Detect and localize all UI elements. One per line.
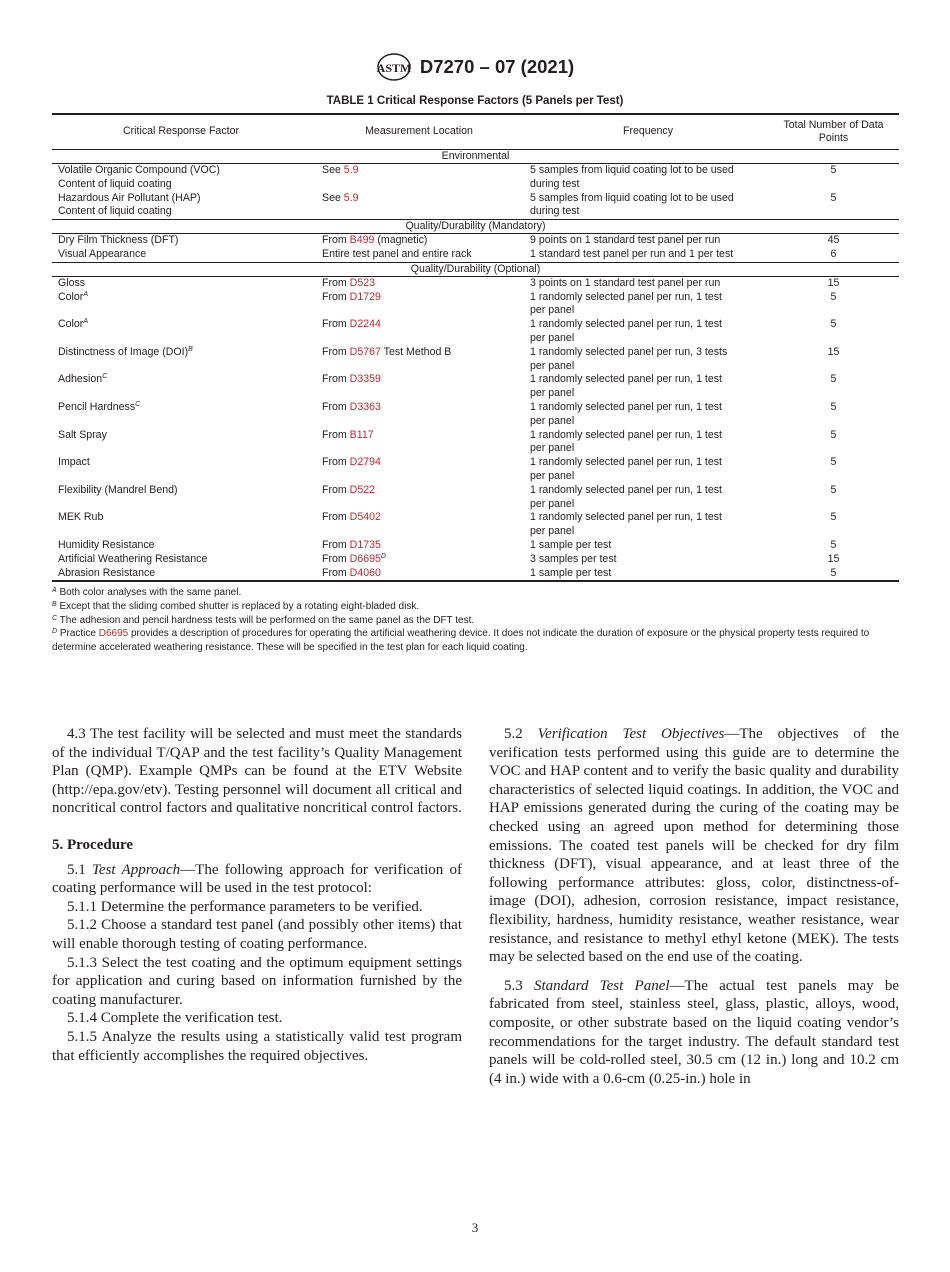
total-data-points: 5 bbox=[830, 290, 837, 303]
standard-reference-link[interactable]: B499 bbox=[349, 234, 375, 247]
paragraph-5-1-2: 5.1.2 Choose a standard test panel (and possibly other items) that will enable thorough testing of coating performance. bbox=[52, 917, 462, 952]
total-data-points: 5 bbox=[830, 373, 837, 386]
footnote-mark: D bbox=[52, 628, 58, 636]
paragraph-5-2: 5.2 Verification Test Objectives—The objectives of the verification tests performed using this guide are to determine the VOC and HAP content and to verify the basic quality and durability characteristics of selected liquid coatings. In addition, the VOC and HAP emissions generated during the curing of the coating may be checked using an agreed upon method for determining those emissions. The coated test panels will be checked for dry film thickness (DFT), visual appearance, and at least three of the following performance attributes: gloss, color, distinctness-of-image (DOI), adhesion, corrosion resistance, impact resistance, flexibility, hardness, humidity resistance, weather resistance, wear resistance, and resistance to methyl ethyl ketone (MEK). The tests may be selected based on the end use of the coating. bbox=[489, 726, 900, 966]
total-data-points: 5 bbox=[830, 400, 837, 413]
frequency: 1 randomly selected panel per run, 1 test per panel bbox=[530, 290, 722, 317]
footnote-mark: D bbox=[380, 552, 386, 560]
critical-response-factor: Hazardous Air Pollutant (HAP) Content of liquid coating bbox=[58, 191, 201, 218]
critical-response-factor: Volatile Organic Compound (VOC) Content of liquid coating bbox=[58, 164, 220, 190]
measurement-location: From B117 bbox=[322, 428, 374, 441]
frequency: 3 points on 1 standard test panel per run bbox=[530, 276, 721, 289]
frequency: 5 samples from liquid coating lot to be used during test bbox=[530, 164, 734, 190]
left-column bbox=[52, 725, 462, 1065]
total-data-points: 5 bbox=[830, 511, 837, 524]
table-row bbox=[52, 248, 899, 262]
total-data-points: 5 bbox=[830, 483, 837, 496]
measurement-location: See 5.9 bbox=[322, 191, 359, 204]
column-header: Critical Response Factor bbox=[123, 125, 239, 138]
table-row bbox=[52, 164, 899, 192]
measurement-location: From D522 bbox=[322, 483, 375, 496]
standard-reference-link[interactable]: D1735 bbox=[349, 538, 381, 551]
frequency: 1 randomly selected panel per run, 1 test per panel bbox=[530, 428, 722, 455]
critical-response-factor: Impact bbox=[58, 456, 90, 469]
critical-response-factor: Pencil Hardness$^C$ bbox=[58, 400, 141, 413]
measurement-location: From $D6695^D$ bbox=[322, 552, 386, 565]
table-row bbox=[52, 234, 899, 248]
standard-reference-link[interactable]: D6695 bbox=[98, 628, 129, 640]
table-title: TABLE 1 Critical Response Factors (5 Panels per Test) bbox=[326, 95, 624, 107]
measurement-location: From D2794 bbox=[322, 456, 381, 469]
total-data-points: 5 bbox=[830, 191, 837, 204]
paragraph-5-1-3: 5.1.3 Select the test coating and the optimum equipment settings for application and curing based on information furnished by the coating manufacturer. bbox=[52, 954, 462, 1008]
critical-response-factor: Humidity Resistance bbox=[58, 538, 155, 551]
table-row bbox=[52, 277, 899, 291]
table-row bbox=[52, 456, 899, 484]
table-row bbox=[52, 539, 899, 553]
column-header: Measurement Location bbox=[365, 125, 473, 138]
astm-logo-icon bbox=[376, 52, 412, 82]
critical-response-factor: MEK Rub bbox=[58, 511, 104, 524]
standard-reference-link[interactable]: 5.9 bbox=[343, 164, 359, 176]
critical-response-factor: Visual Appearance bbox=[58, 247, 147, 260]
standard-reference-link[interactable]: D522 bbox=[349, 483, 375, 496]
measurement-location: From B499 (magnetic) bbox=[322, 234, 428, 247]
standard-reference-link[interactable]: D1729 bbox=[349, 290, 381, 303]
total-data-points: 5 bbox=[830, 538, 837, 551]
page-header bbox=[0, 52, 950, 86]
standard-reference-link[interactable]: B117 bbox=[349, 428, 374, 441]
measurement-location: From D5402 bbox=[322, 511, 381, 524]
frequency: 1 randomly selected panel per run, 1 test per panel bbox=[530, 511, 722, 538]
standard-reference-link[interactable]: D2244 bbox=[349, 318, 381, 331]
footnote-mark: B bbox=[188, 345, 193, 353]
paragraph-5-3: 5.3 Standard Test Panel—The actual test panels may be fabricated from steel, stainless steel, glass, plastic, alloys, wood, composite, or other substrate based on the liquid coating vendor’s recommendations for the target industry. The default standard test panels will be cold-rolled steel, 30.5 cm (12 in.) long and 10.2 cm (4 in.) wide with a 0.6-cm (0.25-in.) hole in bbox=[489, 977, 899, 1087]
critical-response-factor: Salt Spray bbox=[58, 428, 107, 441]
total-data-points: 45 bbox=[827, 234, 840, 247]
measurement-location: From D3359 bbox=[322, 373, 381, 386]
document-id: D7270 – 07 (2021) bbox=[419, 56, 575, 77]
column-header: Total Number of Data Points bbox=[783, 119, 884, 144]
frequency: 1 sample per test bbox=[530, 538, 612, 551]
table-row bbox=[52, 373, 899, 401]
critical-response-factor: Artificial Weathering Resistance bbox=[58, 552, 208, 565]
table-row bbox=[52, 429, 899, 457]
critical-response-factor: Gloss bbox=[58, 276, 86, 289]
critical-response-factor: Abrasion Resistance bbox=[58, 566, 156, 579]
table-row bbox=[52, 192, 899, 220]
standard-reference-link[interactable]: D523 bbox=[349, 276, 375, 289]
frequency: 1 randomly selected panel per run, 1 test per panel bbox=[530, 373, 722, 400]
total-data-points: 15 bbox=[827, 345, 840, 358]
footnote: $^A$ Both color analyses with the same panel. bbox=[52, 587, 242, 598]
measurement-location: Entire test panel and entire rack bbox=[322, 247, 472, 260]
measurement-location: From D1735 bbox=[322, 538, 381, 551]
table-row bbox=[52, 346, 899, 374]
frequency: 1 randomly selected panel per run, 1 test per panel bbox=[530, 483, 722, 510]
column-header: Frequency bbox=[622, 125, 674, 138]
table-header-row bbox=[52, 115, 899, 150]
paragraph-5-1-1: 5.1.1 Determine the performance parameters to be verified. bbox=[67, 898, 423, 915]
critical-response-factor: Dry Film Thickness (DFT) bbox=[58, 234, 179, 247]
frequency: 3 samples per test bbox=[530, 552, 617, 565]
frequency: 9 points on 1 standard test panel per run bbox=[530, 234, 721, 247]
critical-response-factor: Color$^A$ bbox=[58, 318, 88, 331]
table-body bbox=[52, 150, 899, 580]
standard-reference-link[interactable]: D4060 bbox=[349, 566, 381, 579]
frequency: 1 randomly selected panel per run, 1 test per panel bbox=[530, 318, 722, 344]
table-footnotes bbox=[52, 586, 902, 655]
paragraph-5-1-4: 5.1.4 Complete the verification test. bbox=[67, 1010, 283, 1027]
paragraph-4-3: 4.3 The test facility will be selected and must meet the standards of the individual T/QAP and the test facility’s Quality Management Plan (QMP). Example QMPs can be found at the ETV Website (http://epa.gov/etv). Testing personnel will document all critical and noncritical control factors and qualitative noncritical control factors. bbox=[52, 726, 462, 817]
critical-response-factor: Color$^A$ bbox=[58, 290, 88, 303]
section-heading-procedure: 5. Procedure bbox=[52, 836, 134, 853]
footnote-mark: C bbox=[102, 373, 108, 381]
footnote-mark: C bbox=[52, 614, 58, 622]
standard-reference-link[interactable]: D2794 bbox=[349, 456, 381, 469]
measurement-location: From D523 bbox=[322, 276, 375, 289]
frequency: 1 randomly selected panel per run, 1 test per panel bbox=[530, 400, 722, 427]
footnote: $^B$ Except that the sliding combed shutter is replaced by a rotating eight-bladed disk. bbox=[52, 600, 420, 612]
critical-response-factor: Distinctness of Image (DOI)$^B$ bbox=[58, 345, 193, 358]
frequency: 1 standard test panel per run and 1 per test bbox=[530, 247, 734, 260]
frequency: 5 samples from liquid coating lot to be used during test bbox=[530, 191, 734, 218]
total-data-points: 5 bbox=[830, 566, 837, 579]
critical-response-table bbox=[52, 113, 899, 582]
footnote-mark: C bbox=[135, 400, 141, 408]
critical-response-factor: Adhesion$^C$ bbox=[58, 373, 108, 386]
right-column bbox=[489, 725, 899, 1088]
footnote-mark: A bbox=[83, 318, 88, 326]
total-data-points: 5 bbox=[830, 164, 837, 176]
frequency: 1 randomly selected panel per run, 3 tests per panel bbox=[530, 345, 728, 372]
total-data-points: 5 bbox=[830, 456, 837, 469]
total-data-points: 5 bbox=[830, 318, 837, 331]
standard-reference-link[interactable]: D3363 bbox=[349, 400, 381, 413]
measurement-location: From D2244 bbox=[322, 318, 381, 331]
paragraph-5-1: 5.1 Test Approach—The following approach for verification of coating performance will be used in the test protocol: bbox=[52, 861, 462, 897]
measurement-location: From D5767 Test Method B bbox=[322, 345, 452, 358]
measurement-location: From D4060 bbox=[322, 566, 381, 579]
table-row bbox=[52, 553, 899, 567]
table-section-header: Quality/Durability (Optional) bbox=[52, 262, 899, 277]
footnote-mark: A bbox=[83, 290, 88, 298]
table-row bbox=[52, 484, 899, 512]
standard-reference-link[interactable]: D3359 bbox=[349, 373, 381, 386]
frequency: 1 sample per test bbox=[530, 566, 612, 579]
table-section-header: Environmental bbox=[52, 150, 899, 164]
svg-text:ASTM: ASTM bbox=[376, 61, 412, 75]
frequency: 1 randomly selected panel per run, 1 test per panel bbox=[530, 456, 722, 482]
standard-reference-link[interactable]: D5402 bbox=[349, 511, 381, 524]
footnote: $^C$ The adhesion and pencil hardness tests will be performed on the same panel as the DFT test. bbox=[52, 614, 475, 626]
footnote-mark: A bbox=[52, 587, 57, 594]
table-section-header: Quality/Durability (Mandatory) bbox=[52, 219, 899, 234]
table-row bbox=[52, 401, 899, 429]
table-row bbox=[52, 291, 899, 319]
table-row bbox=[52, 511, 899, 539]
measurement-location: From D1729 bbox=[322, 290, 381, 303]
footnote: $^D$ Practice D6695 provides a description of procedures for operating the artificial weathering device. It does not indicate the duration of exposure or the physical property tests required to determine accelerated weathering resistance. These will be specified in the test plan for each liquid coating. bbox=[52, 628, 870, 654]
standard-reference-link[interactable]: D5767 bbox=[349, 345, 381, 358]
measurement-location: From D3363 bbox=[322, 400, 381, 413]
total-data-points: 6 bbox=[830, 247, 837, 260]
total-data-points: 15 bbox=[827, 552, 840, 565]
footnote-mark: B bbox=[52, 600, 57, 608]
standard-reference-link[interactable]: 5.9 bbox=[343, 191, 359, 204]
standard-reference-link[interactable]: D6695 bbox=[349, 552, 381, 565]
paragraph-5-1-5: 5.1.5 Analyze the results using a statistically valid test program that efficiently accomplishes the required objectives. bbox=[52, 1028, 462, 1064]
critical-response-factor: Flexibility (Mandrel Bend) bbox=[58, 483, 178, 496]
measurement-location: See 5.9 bbox=[322, 164, 359, 176]
table-row bbox=[52, 567, 899, 581]
total-data-points: 15 bbox=[827, 276, 840, 289]
table-row bbox=[52, 318, 899, 346]
page-number: 3 bbox=[471, 1220, 479, 1235]
total-data-points: 5 bbox=[830, 428, 837, 441]
